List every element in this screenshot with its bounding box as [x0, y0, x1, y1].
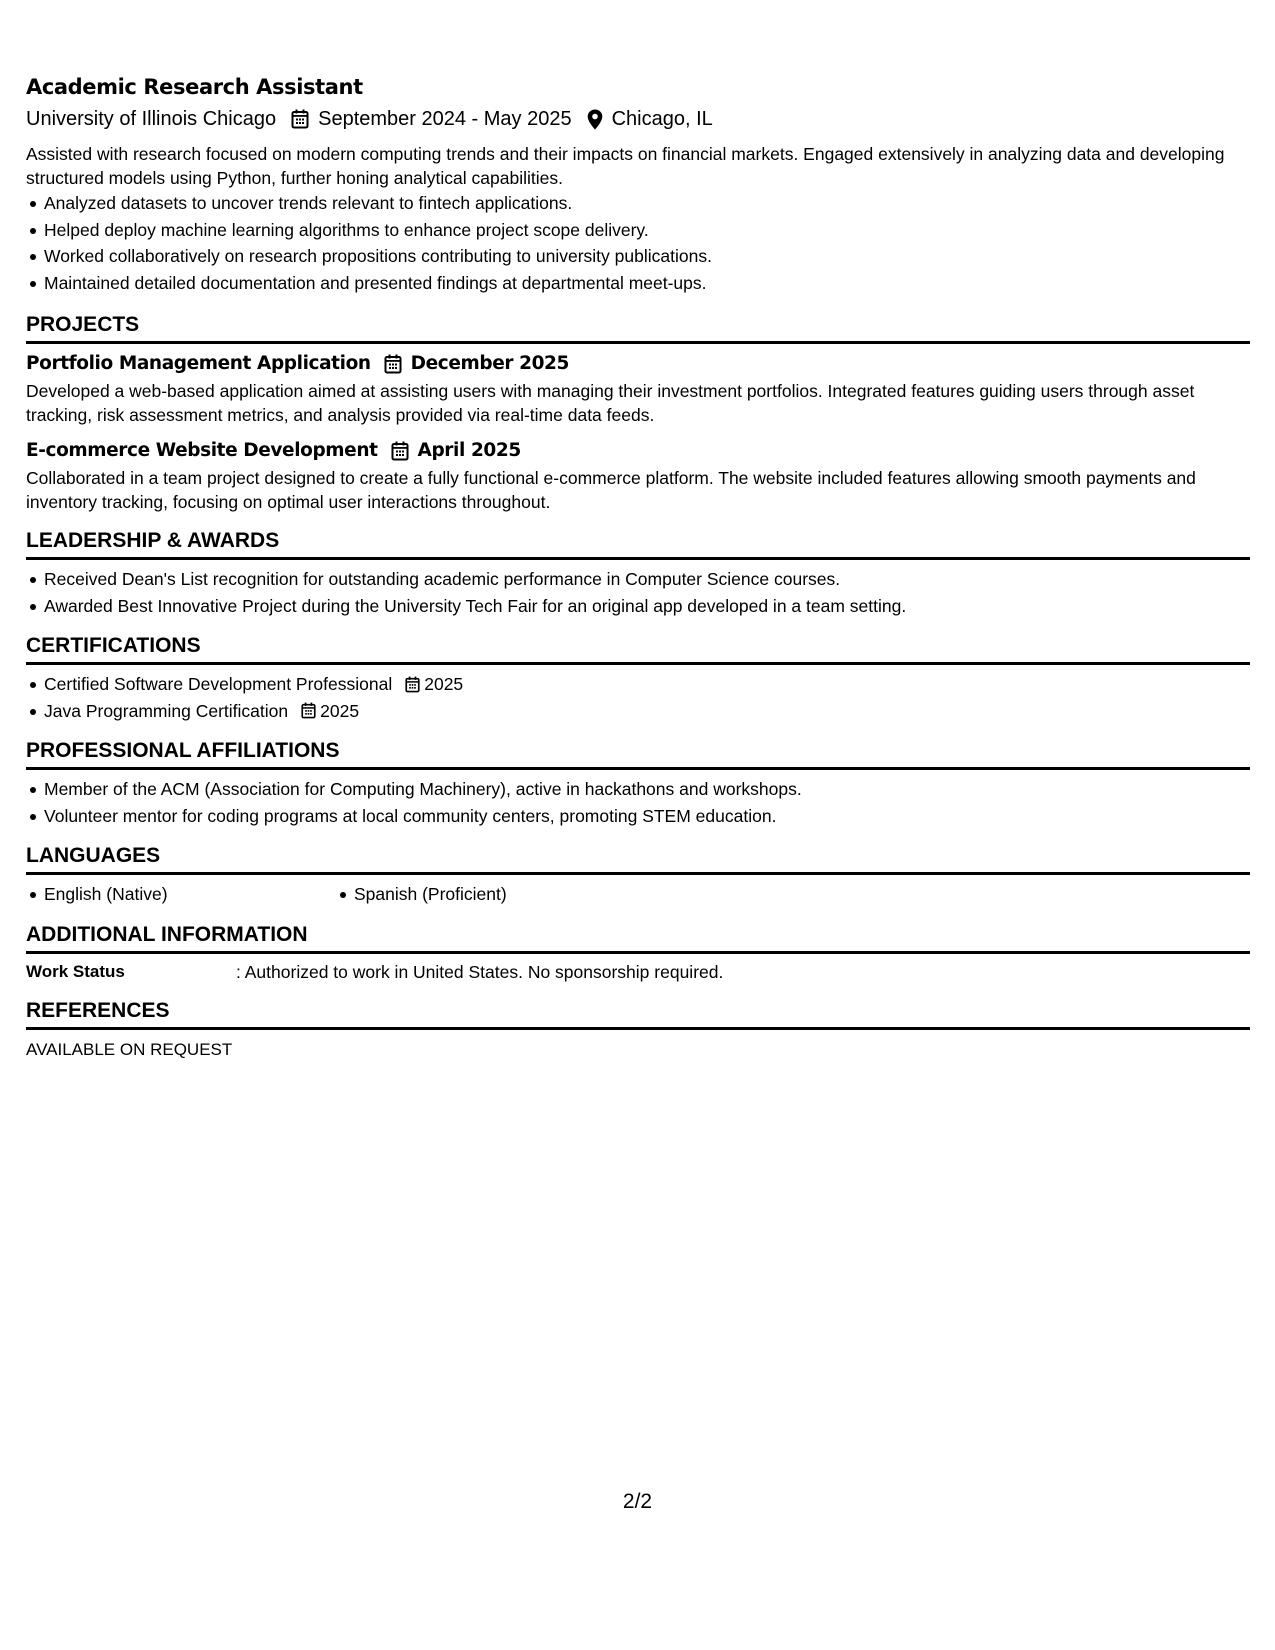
list-item: Spanish (Proficient) — [354, 881, 507, 908]
list-item: Maintained detailed documentation and presented findings at departmental meet-ups. — [44, 270, 1250, 297]
certifications-section — [26, 633, 1250, 724]
list-item: Received Dean's List recognition for outstanding academic performance in Computer Science courses. — [44, 566, 1250, 593]
resume-page — [26, 72, 1250, 1062]
work-status-value: : Authorized to work in United States. No sponsorship required. — [236, 961, 724, 982]
job-summary: Assisted with research focused on modern computing trends and their impacts on financial markets. Engaged extensively in analyzing data and developing structured models using Python, further honing analytical capabilities. — [26, 144, 1225, 188]
calendar-icon — [383, 353, 403, 375]
list-item: Awarded Best Innovative Project during the University Tech Fair for an original app developed in a team setting. — [44, 593, 1250, 620]
section-heading-additional: ADDITIONAL INFORMATION — [26, 922, 1250, 954]
certification-year: 2025 — [320, 700, 360, 721]
additional-info-section — [26, 922, 1250, 984]
list-item — [44, 671, 1250, 698]
leadership-list — [26, 566, 1250, 619]
section-heading-leadership: LEADERSHIP & AWARDS — [26, 528, 1250, 560]
affiliations-list — [26, 776, 1250, 829]
projects-section — [26, 312, 1250, 514]
job-dates: September 2024 - May 2025 — [318, 108, 572, 130]
section-heading-languages: LANGUAGES — [26, 843, 1250, 875]
project-title-line — [26, 351, 1250, 377]
project-description: Collaborated in a team project designed to create a fully functional e-commerce platform. The website included features allowing smooth payments and inventory tracking, focusing on optimal user interactions throughout. — [26, 468, 1196, 512]
references-section — [26, 998, 1250, 1062]
list-item: Helped deploy machine learning algorithms to enhance project scope delivery. — [44, 217, 1250, 244]
certifications-list — [26, 671, 1250, 724]
section-heading-projects: PROJECTS — [26, 312, 1250, 344]
project-name: Portfolio Management Application — [26, 353, 371, 374]
project-date: April 2025 — [417, 440, 521, 461]
project-entry — [26, 438, 1250, 514]
references-text: AVAILABLE ON REQUEST — [26, 1039, 233, 1059]
job-location: Chicago, IL — [611, 108, 713, 130]
experience-entry — [26, 72, 1250, 296]
calendar-icon — [404, 675, 420, 693]
languages-list — [26, 881, 1250, 908]
job-bullets — [26, 190, 1250, 296]
map-pin-icon — [586, 108, 604, 130]
affiliations-section — [26, 738, 1250, 829]
calendar-icon — [390, 440, 410, 462]
calendar-icon — [300, 702, 316, 720]
work-status-row — [26, 960, 1250, 984]
certification-name: Certified Software Development Professional — [44, 674, 393, 694]
project-entry — [26, 351, 1250, 427]
project-title-line — [26, 438, 1250, 464]
work-status-label: Work Status — [26, 961, 125, 981]
list-item: Worked collaboratively on research propositions contributing to university publications. — [44, 243, 1250, 270]
project-description: Developed a web-based application aimed at assisting users with managing their investment portfolios. Integrated features guiding users through asset tracking, risk assessment metrics, and analysis provided via real-time data feeds. — [26, 381, 1195, 425]
section-heading-references: REFERENCES — [26, 998, 1250, 1030]
organization: University of Illinois Chicago — [26, 108, 277, 130]
leadership-section — [26, 528, 1250, 619]
page-number: 2/2 — [622, 1490, 653, 1513]
certification-year: 2025 — [424, 674, 464, 694]
calendar-icon — [290, 108, 310, 130]
list-item: Volunteer mentor for coding programs at local community centers, promoting STEM education. — [44, 803, 1250, 830]
section-heading-certifications: CERTIFICATIONS — [26, 633, 1250, 665]
job-title: Academic Research Assistant — [26, 75, 363, 99]
list-item — [44, 698, 1250, 725]
list-item: Analyzed datasets to uncover trends relevant to fintech applications. — [44, 190, 1250, 217]
job-meta — [26, 104, 1250, 134]
list-item: English (Native) — [44, 881, 336, 908]
languages-section — [26, 843, 1250, 908]
project-name: E-commerce Website Development — [26, 440, 378, 461]
certification-name: Java Programming Certification — [44, 700, 289, 721]
section-heading-affiliations: PROFESSIONAL AFFILIATIONS — [26, 738, 1250, 770]
list-item: Member of the ACM (Association for Computing Machinery), active in hackathons and workshops. — [44, 776, 1250, 803]
project-date: December 2025 — [410, 353, 569, 374]
